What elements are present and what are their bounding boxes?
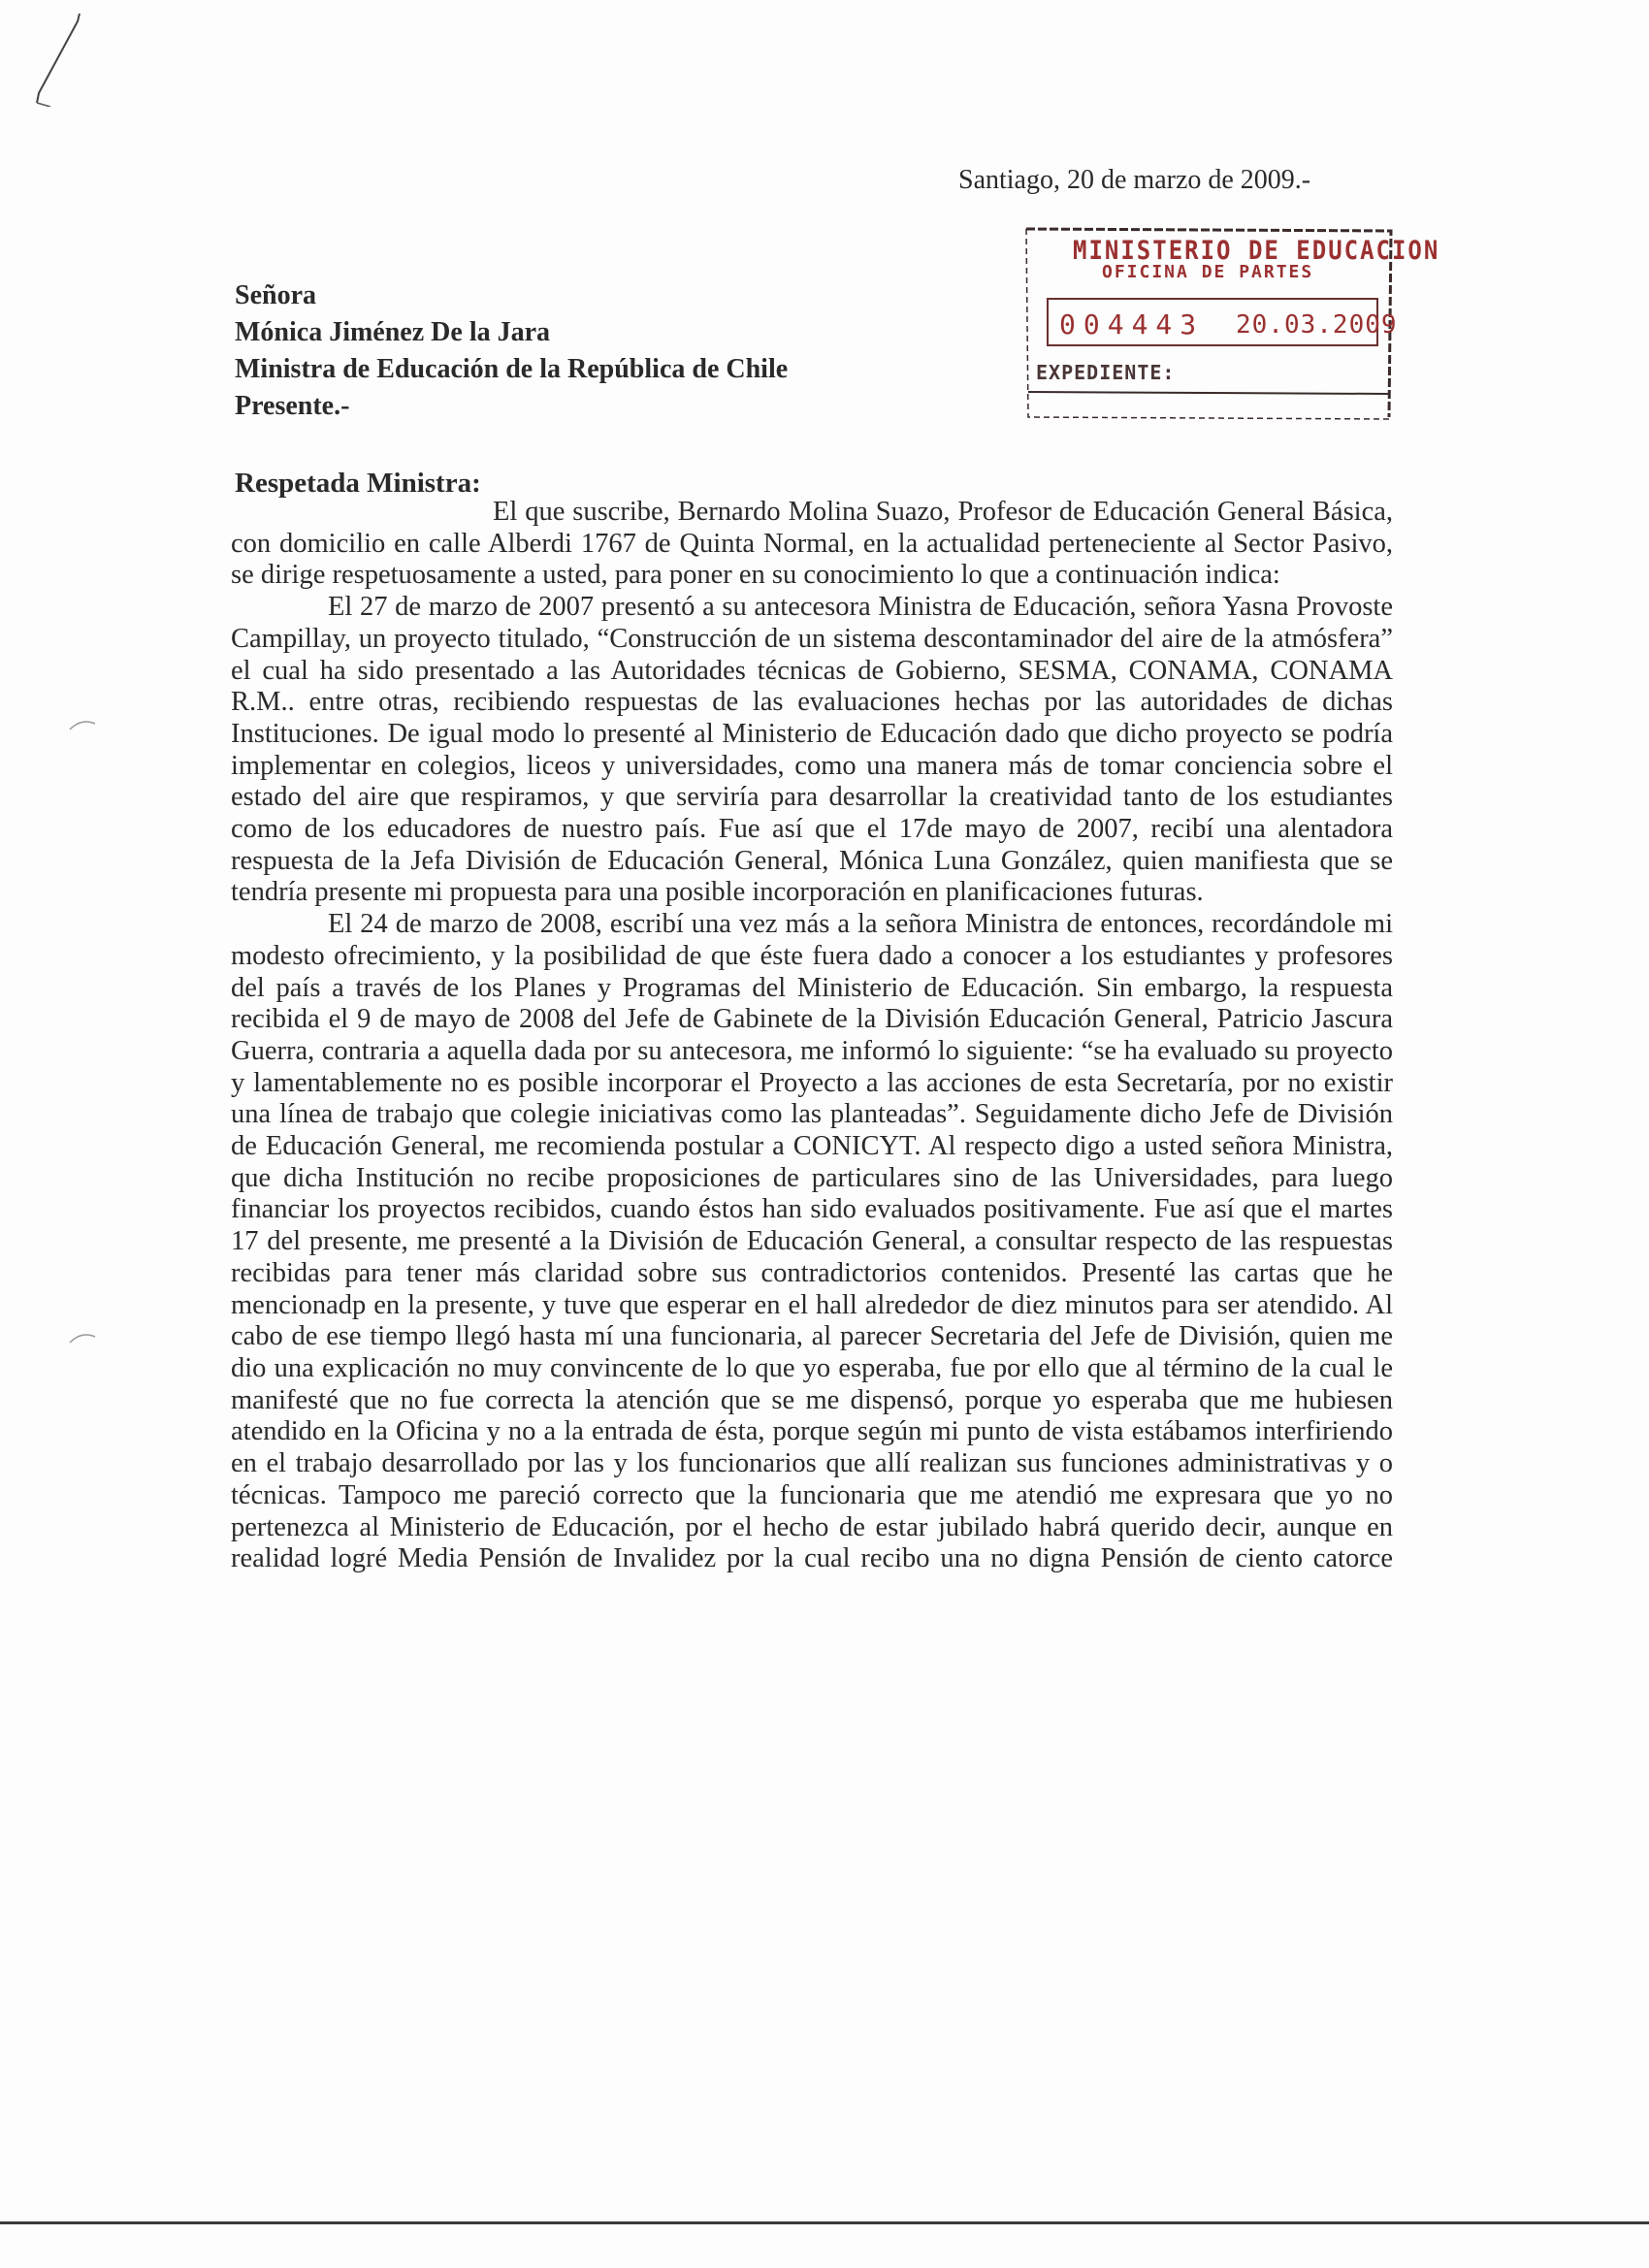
scan-edge-mark <box>68 1329 97 1348</box>
letter-date: Santiago, 20 de marzo de 2009.- <box>958 165 1311 195</box>
recipient-title: Señora <box>235 280 316 310</box>
recipient-name: Mónica Jiménez De la Jara <box>235 317 551 347</box>
body-paragraph: El que suscribe, Bernardo Molina Suazo, Profesor de Educación General Básica, con domicilio en calle Alberdi 1767 de Quinta Normal, en la actualidad perteneciente al Sector Pasivo, se dirige respetuosamente a usted, para poner en su conocimiento lo que a continuación indica: <box>231 497 1393 591</box>
stamp-number: 004443 <box>1059 308 1205 340</box>
body-paragraph: El 24 de marzo de 2008, escribí una vez más a la señora Ministra de entonces, recordándole mi modesto ofrecimiento, y la posibilidad de que éste fuera dado a conocer a los estudiantes y profesores del país a través de los Planes y Programas del Ministerio de Educación. Sin embargo, la respuesta recibida el 9 de mayo de 2008 del Jefe de Gabinete de la División Educación General, Patricio Jascura Guerra, contraria a aquella dada por su antecesora, me informó lo siguiente: “se ha evaluado su proyecto y lamentablemente no es posible incorporar el Proyecto a las acciones de esta Secretaría, por no existir una línea de trabajo que colegie iniciativas como las planteadas”. Seguidamente dicho Jefe de División de Educación General, me recomienda postular a CONICYT. Al respecto digo a usted señora Ministra, que dicha Institución no recibe proposiciones de particulares sino de las Universidades, para luego financiar los proyectos recibidos, cuando éstos han sido evaluados positivamente. Fue así que el martes 17 del presente, me presenté a la División de Educación General, a consultar respecto de las respuestas recibidas para tener más claridad sobre sus contradictorios contenidos. Presenté las cartas que he mencionadp en la presente, y tuve que esperar en el hall alrededor de diez minutos para ser atendido. Al cabo de ese tiempo llegó hasta mí una funcionaria, al parecer Secretaria del Jefe de División, quien me dio una explicación no muy convincente de lo que yo esperaba, fue por ello que al término de la cual le manifesté que no fue correcta la atención que se me dispensó, porque yo esperaba que me hubiesen atendido en la Oficina y no a la entrada de ésta, porque según mi punto de vista estábamos interfiriendo en el trabajo desarrollado por las y los funcionarios que allí realizan sus funciones administrativas y o técnicas. Tampoco me pareció correcto que la funcionaria que me atendió me expresara que yo no pertenezca al Ministerio de Educación, por el hecho de estar jubilado habrá querido decir, aunque en realidad logré Media Pensión de Invalidez por la cual recibo una no digna Pensión de ciento catorce <box>231 909 1393 1574</box>
recipient-position: Ministra de Educación de la República de Chile <box>235 354 789 384</box>
stamp-date: 20.03.2009 <box>1236 310 1398 340</box>
reception-stamp <box>1024 223 1440 423</box>
scan-bottom-edge <box>0 2221 1649 2224</box>
recipient-closing: Presente.- <box>235 391 350 421</box>
stamp-office: OFICINA DE PARTES <box>1102 262 1314 282</box>
salutation: Respetada Ministra: <box>235 468 481 499</box>
pen-stroke-mark <box>29 10 87 107</box>
scan-edge-mark <box>68 716 97 735</box>
stamp-expediente-label: EXPEDIENTE: <box>1036 361 1176 384</box>
stamp-ministry: MINISTERIO DE EDUCACION <box>1073 235 1440 266</box>
recipient-block <box>235 277 788 425</box>
body-paragraph: El 27 de marzo de 2007 presentó a su antecesora Ministra de Educación, señora Yasna Provoste Campillay, un proyecto titulado, “Construcción de un sistema descontaminador del aire de la atmósfera” el cual ha sido presentado a las Autoridades técnicas de Gobierno, SESMA, CONAMA, CONAMA R.M.. entre otras, recibiendo respuestas de las evaluaciones hechas por las autoridades de dichas Instituciones. De igual modo lo presenté al Ministerio de Educación dado que dicho proyecto se podría implementar en colegios, liceos y universidades, como una manera más de tomar conciencia sobre el estado del aire que respiramos, y que serviría para desarrollar la creatividad tanto de los estudiantes como de los educadores de nuestro país. Fue así que el 17de mayo de 2007, recibí una alentadora respuesta de la Jefa División de Educación General, Mónica Luna González, quien manifiesta que se tendría presente mi propuesta para una posible incorporación en planificaciones futuras. <box>231 592 1393 908</box>
letter-body <box>231 497 1393 1575</box>
